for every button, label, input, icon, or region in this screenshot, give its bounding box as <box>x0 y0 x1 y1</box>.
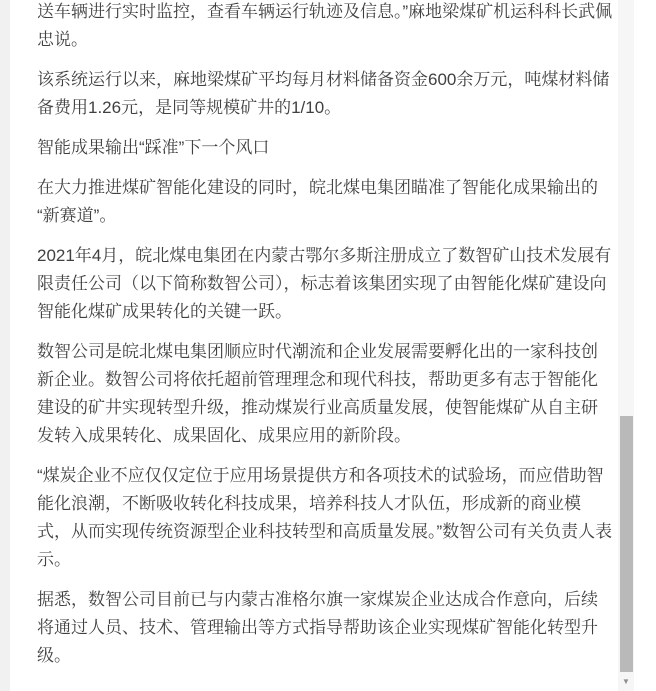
scroll-down-button[interactable] <box>618 673 634 691</box>
article-content <box>37 0 613 682</box>
paragraph: 2021年4月，皖北煤电集团在内蒙古鄂尔多斯注册成立了数智矿山技术发展有限责任公司（以下简称数智公司），标志着该集团实现了由智能化煤矿建设向智能化煤矿成果转化的关键一跃。 <box>37 246 612 321</box>
vertical-scrollbar[interactable] <box>618 0 634 691</box>
section-subheading: 智能成果输出“踩准”下一个风口 <box>37 138 270 157</box>
paragraph: 送车辆进行实时监控，查看车辆运行轨迹及信息。”麻地梁煤矿机运科科长武佩忠说。 <box>37 2 613 49</box>
paragraph: 该系统运行以来，麻地梁煤矿平均每月材料储备资金600余万元，吨煤材料储备费用1.26元，是同等规模矿井的1/10。 <box>37 70 610 117</box>
scrollbar-thumb[interactable] <box>620 416 633 672</box>
left-gutter <box>0 0 10 691</box>
paragraph: “煤炭企业不应仅仅定位于应用场景提供方和各项技术的试验场，而应借助智能化浪潮，不断吸收转化科技成果，培养科技人才队伍，形成新的商业模式，从而实现传统资源型企业科技转型和高质量发展。”数智公司有关负责人表示。 <box>37 466 613 569</box>
chevron-down-icon: ▼ <box>622 677 630 686</box>
paragraph: 在大力推进煤矿智能化建设的同时，皖北煤电集团瞄准了智能化成果输出的“新赛道”。 <box>37 178 598 225</box>
paragraph: 据悉，数智公司目前已与内蒙古准格尔旗一家煤炭企业达成合作意向，后续将通过人员、技术、管理输出等方式指导帮助该企业实现煤矿智能化转型升级。 <box>37 590 598 665</box>
paragraph: 数智公司是皖北煤电集团顺应时代潮流和企业发展需要孵化出的一家科技创新企业。数智公司将依托超前管理理念和现代科技，帮助更多有志于智能化建设的矿井实现转型升级，推动煤炭行业高质量发展，使智能煤矿从自主研发转入成果转化、成果固化、成果应用的新阶段。 <box>37 342 598 445</box>
